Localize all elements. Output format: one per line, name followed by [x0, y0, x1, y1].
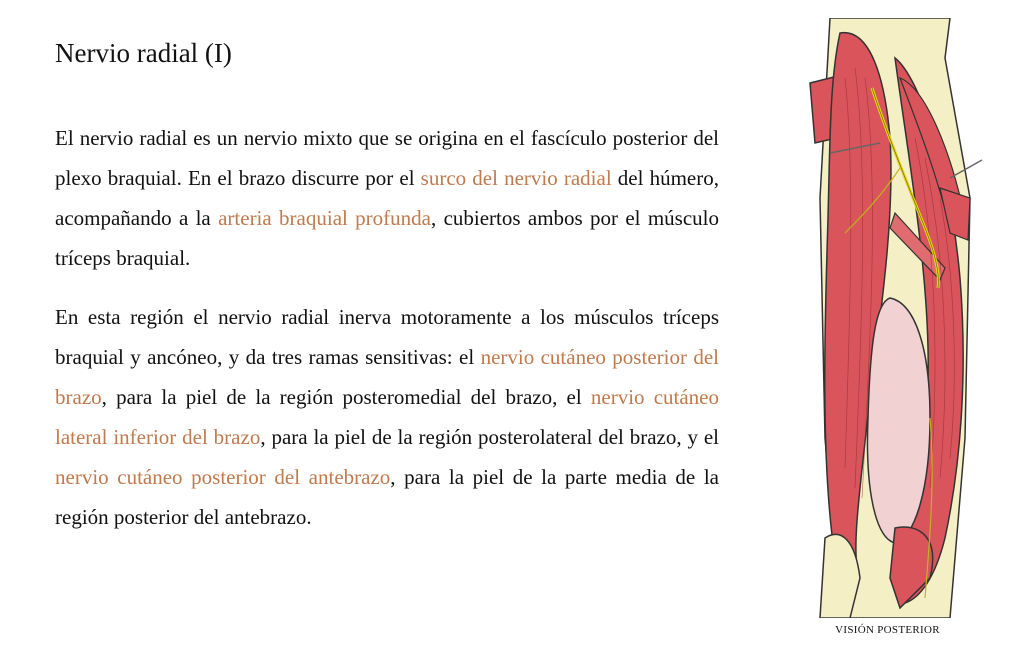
text-segment: , para la piel de la parte media de la región posterior del antebrazo.: [55, 465, 719, 529]
page-title: Nervio radial (I): [55, 38, 232, 68]
link-arteria-braquial-profunda[interactable]: arteria braquial profunda: [218, 206, 431, 230]
link-nervio-cutaneo-lateral-inferior-brazo[interactable]: nervio cutáneo lateral inferior del brazo: [55, 385, 719, 449]
text-segment: , para la piel de la región posteromedial del brazo, el: [101, 385, 591, 409]
paragraph-origin: [55, 118, 719, 278]
link-nervio-cutaneo-posterior-antebrazo[interactable]: nervio cutáneo posterior del antebrazo: [55, 465, 391, 489]
text-segment: del húmero, acompañando a la: [55, 166, 719, 230]
text-segment: En esta región el nervio radial inerva motoramente a los músculos tríceps braquial y ancóneo, y da tres ramas sensitivas: el: [55, 305, 719, 369]
body-text: [55, 118, 719, 556]
link-nervio-cutaneo-posterior-brazo[interactable]: nervio cutáneo posterior del brazo: [55, 345, 720, 409]
figure-caption: VISIÓN POSTERIOR: [835, 624, 940, 636]
paragraph-innervation: [55, 297, 719, 537]
arm-posterior-illustration: [800, 18, 990, 618]
text-segment: , cubiertos ambos por el músculo tríceps braquial.: [55, 206, 719, 270]
text-segment: El nervio radial es un nervio mixto que se origina en el fascículo posterior del plexo braquial. En el brazo discurre por el: [55, 126, 719, 190]
link-surco-nervio-radial[interactable]: surco del nervio radial: [420, 166, 612, 190]
text-segment: , para la piel de la región posterolateral del brazo, y el: [260, 425, 719, 449]
